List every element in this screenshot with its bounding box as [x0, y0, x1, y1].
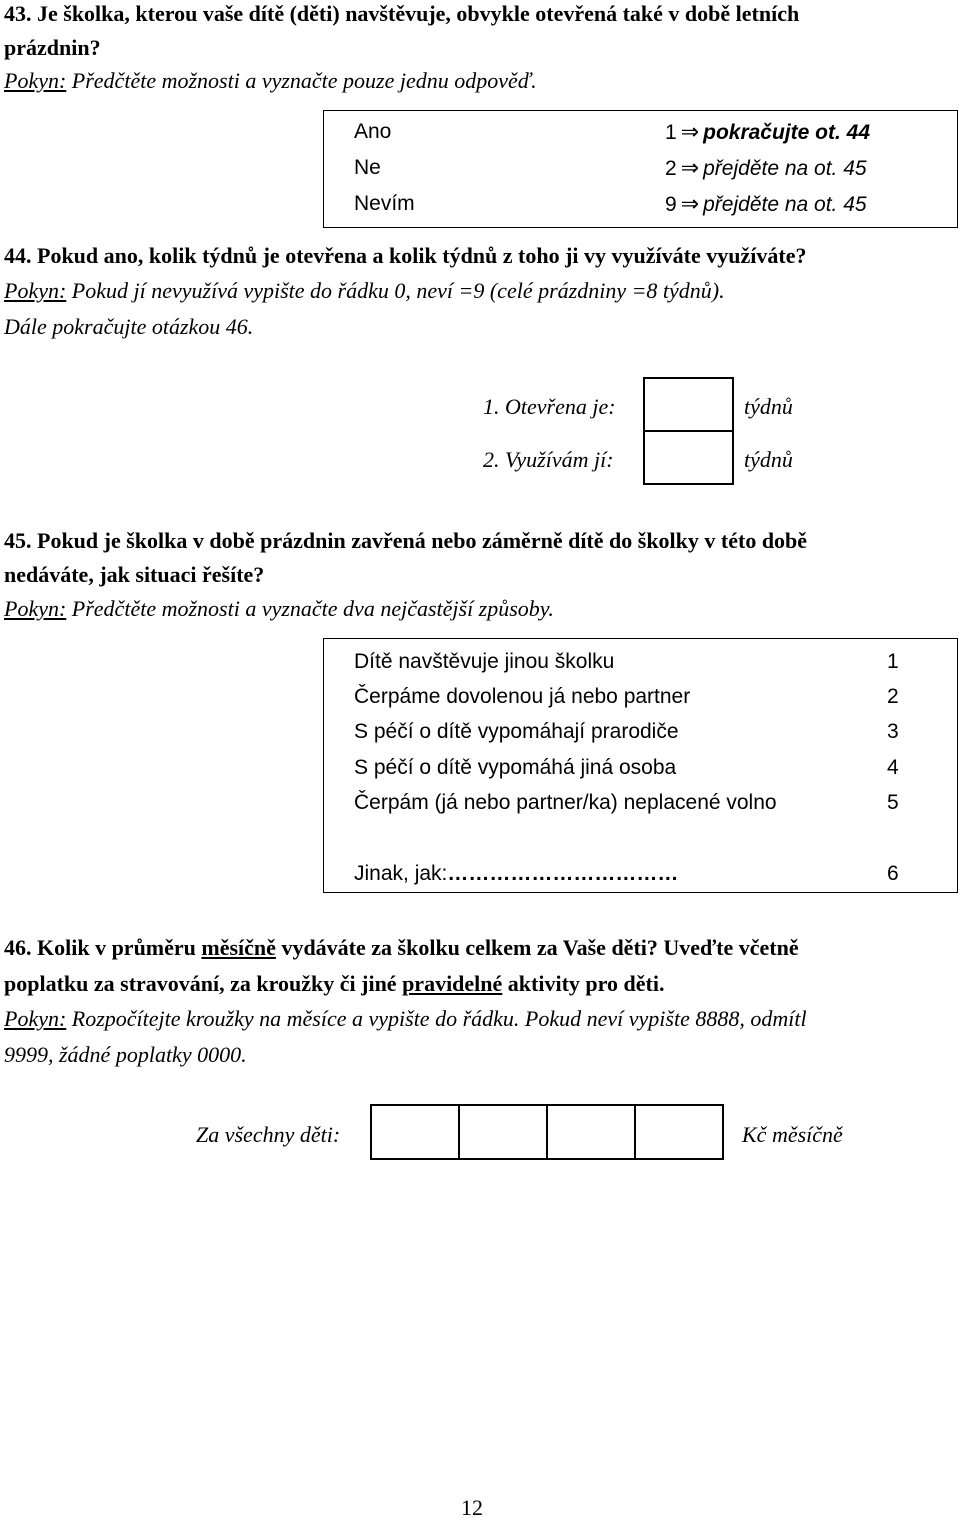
q46-title-line1 — [4, 931, 799, 965]
arrow-right-icon: ⇒ — [680, 156, 700, 181]
option-code: 1 — [665, 121, 677, 144]
q46-digit-4[interactable] — [634, 1104, 724, 1160]
q44-row1-unit: týdnů — [744, 394, 793, 419]
q43-option-ne-label[interactable]: Ne — [354, 156, 381, 179]
q45-instruction — [4, 596, 554, 622]
other-dots: …………………………… — [447, 862, 679, 885]
q45-option-2-label[interactable]: Čerpáme dovolenou já nebo partner — [354, 685, 691, 708]
arrow-right-icon: ⇒ — [680, 192, 700, 217]
q43-title-line1: 43. Je školka, kterou vaše dítě (děti) navštěvuje, obvykle otevřená také v době letních — [4, 1, 800, 26]
q45-option-5-label[interactable]: Čerpám (já nebo partner/ka) neplacené volno — [354, 791, 777, 814]
q44-row1-input[interactable] — [643, 377, 734, 432]
q45-title-line2: nedáváte, jak situaci řešíte? — [4, 562, 265, 587]
q43-option-ano-code[interactable] — [665, 120, 870, 145]
q45-option-4-label[interactable]: S péčí o dítě vypomáhá jiná osoba — [354, 756, 677, 779]
q46-title-emph-regular: pravidelné — [402, 971, 503, 996]
other-text: Jinak, jak: — [354, 862, 448, 885]
instruction-prefix: Pokyn: — [4, 68, 67, 93]
option-code: 2 — [665, 157, 677, 180]
q46-instruction-2: 9999, žádné poplatky 0000. — [4, 1042, 247, 1067]
instruction-text: Předčtěte možnosti a vyznačte dva nejčastější způsoby. — [66, 596, 554, 621]
option-action: přejděte na ot. 45 — [703, 193, 867, 216]
q45-option-1-code[interactable]: 1 — [887, 650, 899, 673]
instruction-text: Předčtěte možnosti a vyznačte pouze jednu odpověď. — [66, 68, 537, 93]
q44-row2-input[interactable] — [643, 430, 734, 485]
q45-other-code[interactable]: 6 — [887, 862, 899, 885]
arrow-right-icon: ⇒ — [680, 120, 700, 145]
q46-digit-3[interactable] — [546, 1104, 636, 1160]
instruction-prefix: Pokyn: — [4, 1006, 67, 1031]
q44-title: 44. Pokud ano, kolik týdnů je otevřena a kolik týdnů z toho ji vy využíváte využíváte? — [4, 243, 807, 268]
q46-title2-a: poplatku za stravování, za kroužky či jiné — [4, 971, 403, 996]
q46-title-c: vydáváte za školku celkem za Vaše děti? Uveďte včetně — [275, 935, 799, 960]
q45-option-4-code[interactable]: 4 — [887, 756, 899, 779]
option-action: přejděte na ot. 45 — [703, 157, 867, 180]
q45-option-5-code[interactable]: 5 — [887, 791, 899, 814]
q45-option-3-label[interactable]: S péčí o dítě vypomáhají prarodiče — [354, 720, 679, 743]
q46-title2-c: aktivity pro děti. — [502, 971, 665, 996]
q43-instruction — [4, 68, 537, 94]
q43-option-nevim-code[interactable] — [665, 192, 867, 217]
q46-instruction — [4, 1006, 807, 1032]
q45-option-1-label[interactable]: Dítě navštěvuje jinou školku — [354, 650, 615, 673]
q45-other-label[interactable] — [354, 862, 678, 886]
q45-option-3-code[interactable]: 3 — [887, 720, 899, 743]
instruction-prefix: Pokyn: — [4, 278, 67, 303]
q43-option-ne-code[interactable] — [665, 156, 867, 181]
page-number: 12 — [461, 1495, 483, 1520]
q44-row1-label: 1. Otevřena je: — [483, 394, 616, 419]
q46-title-line2 — [4, 967, 664, 1001]
q46-digit-2[interactable] — [458, 1104, 548, 1160]
q43-option-nevim-label[interactable]: Nevím — [354, 192, 415, 215]
q43-option-ano-label[interactable]: Ano — [354, 120, 392, 143]
q44-instruction — [4, 278, 725, 304]
q46-title-a: 46. Kolik v průměru — [4, 935, 202, 960]
q45-option-2-code[interactable]: 2 — [887, 685, 899, 708]
q46-title-emph-monthly: měsíčně — [201, 935, 276, 960]
instruction-prefix: Pokyn: — [4, 596, 67, 621]
option-action: pokračujte ot. 44 — [703, 121, 871, 144]
q46-digit-1[interactable] — [370, 1104, 460, 1160]
q43-title-line2: prázdnin? — [4, 35, 101, 60]
q44-row2-label: 2. Využívám jí: — [483, 447, 614, 472]
option-code: 9 — [665, 193, 677, 216]
q44-row2-unit: týdnů — [744, 447, 793, 472]
q46-field-label: Za všechny děti: — [196, 1122, 341, 1147]
q44-instruction-2: Dále pokračujte otázkou 46. — [4, 314, 254, 339]
instruction-text: Rozpočítejte kroužky na měsíce a vypište do řádku. Pokud neví vypište 8888, odmítl — [66, 1006, 807, 1031]
q46-field-unit: Kč měsíčně — [742, 1122, 843, 1147]
q45-title-line1: 45. Pokud je školka v době prázdnin zavřená nebo záměrně dítě do školky v této době — [4, 528, 808, 553]
instruction-text: Pokud jí nevyužívá vypište do řádku 0, neví =9 (celé prázdniny =8 týdnů). — [66, 278, 725, 303]
